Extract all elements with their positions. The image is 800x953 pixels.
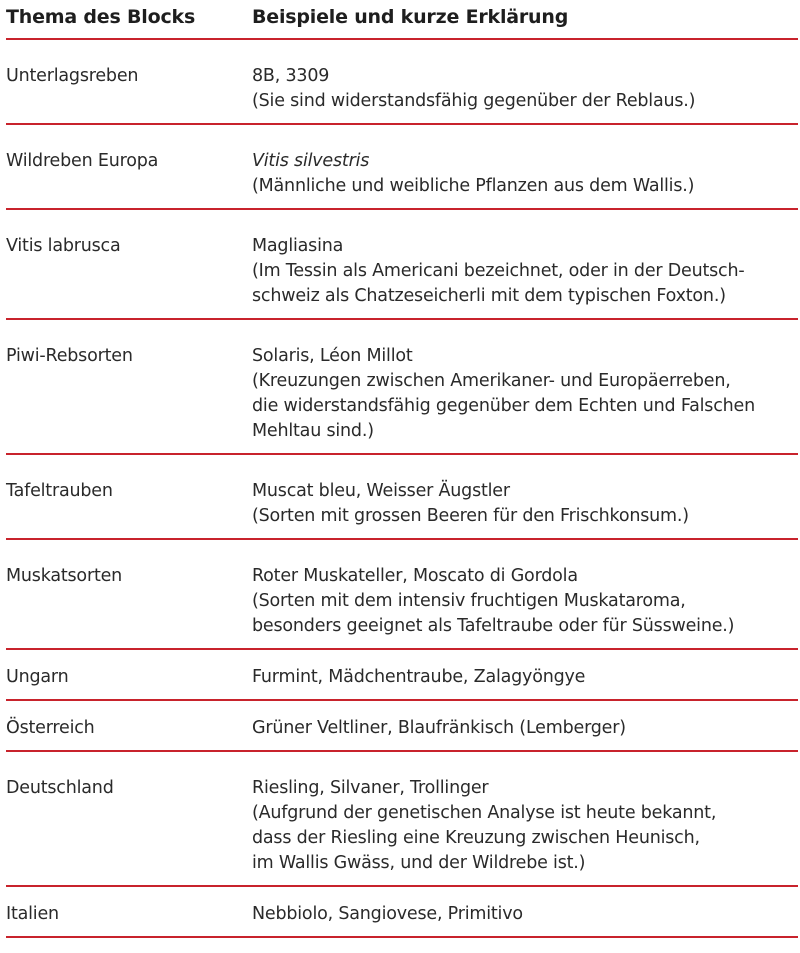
table-row [6, 649, 798, 700]
table-header [6, 0, 798, 39]
row-note-line: (Aufgrund der genetischen Analyse ist heute bekannt, [252, 803, 717, 823]
row-note-line: (Sorten mit grossen Beeren für den Frischkonsum.) [252, 506, 689, 526]
header-row [6, 0, 798, 39]
row-examples: Solaris, Léon Millot [252, 346, 413, 366]
row-note-line: die widerstandsfähig gegenüber dem Echten und Falschen [252, 396, 755, 416]
row-note-line: (Sorten mit dem intensiv fruchtigen Muskataroma, [252, 591, 686, 611]
row-note-line: schweiz als Chatzeseicherli mit dem typischen Foxton.) [252, 286, 726, 306]
table-row [6, 39, 798, 124]
row-topic: Piwi-Rebsorten [6, 319, 252, 454]
row-topic: Vitis labrusca [6, 209, 252, 319]
row-topic: Muskatsorten [6, 539, 252, 649]
row-note-line: Mehltau sind.) [252, 421, 374, 441]
header-examples: Beispiele und kurze Erklärung [252, 0, 798, 39]
header-topic: Thema des Blocks [6, 0, 252, 39]
row-note-line: (Männliche und weibliche Pflanzen aus dem Wallis.) [252, 176, 695, 196]
table-row [6, 209, 798, 319]
row-note-line: dass der Riesling eine Kreuzung zwischen Heunisch, [252, 828, 700, 848]
row-description [252, 886, 798, 937]
row-note-line: im Wallis Gwäss, und der Wildrebe ist.) [252, 853, 586, 873]
row-topic: Unterlagsreben [6, 39, 252, 124]
row-examples: Muscat bleu, Weisser Äugstler [252, 481, 510, 501]
row-topic: Wildreben Europa [6, 124, 252, 209]
row-description [252, 124, 798, 209]
row-note-line: (Kreuzungen zwischen Amerikaner- und Europäerreben, [252, 371, 731, 391]
table-row [6, 454, 798, 539]
table-row [6, 886, 798, 937]
table-row [6, 751, 798, 886]
row-note-line: (Sie sind widerstandsfähig gegenüber der Reblaus.) [252, 91, 696, 111]
table-body [6, 39, 798, 937]
table-row [6, 319, 798, 454]
row-examples: 8B, 3309 [252, 66, 330, 86]
row-description [252, 751, 798, 886]
row-description [252, 649, 798, 700]
table-row [6, 539, 798, 649]
row-description [252, 319, 798, 454]
row-examples: Vitis silvestris [252, 151, 370, 171]
row-topic: Österreich [6, 700, 252, 751]
table-row [6, 700, 798, 751]
row-examples: Magliasina [252, 236, 344, 256]
row-examples: Roter Muskateller, Moscato di Gordola [252, 566, 578, 586]
row-examples: Riesling, Silvaner, Trollinger [252, 778, 489, 798]
row-topic: Deutschland [6, 751, 252, 886]
row-examples: Grüner Veltliner, Blaufränkisch (Lemberger) [252, 718, 626, 738]
row-description [252, 209, 798, 319]
row-note-line: besonders geeignet als Tafeltraube oder für Süssweine.) [252, 616, 735, 636]
row-description [252, 700, 798, 751]
row-examples: Nebbiolo, Sangiovese, Primitivo [252, 904, 523, 924]
row-topic: Tafeltrauben [6, 454, 252, 539]
grape-variety-table [6, 0, 798, 938]
table-row [6, 124, 798, 209]
row-description [252, 539, 798, 649]
row-topic: Italien [6, 886, 252, 937]
row-topic: Ungarn [6, 649, 252, 700]
row-description [252, 39, 798, 124]
row-description [252, 454, 798, 539]
row-note-line: (Im Tessin als Americani bezeichnet, oder in der Deutsch- [252, 261, 745, 281]
row-examples: Furmint, Mädchentraube, Zalagyöngye [252, 667, 586, 687]
